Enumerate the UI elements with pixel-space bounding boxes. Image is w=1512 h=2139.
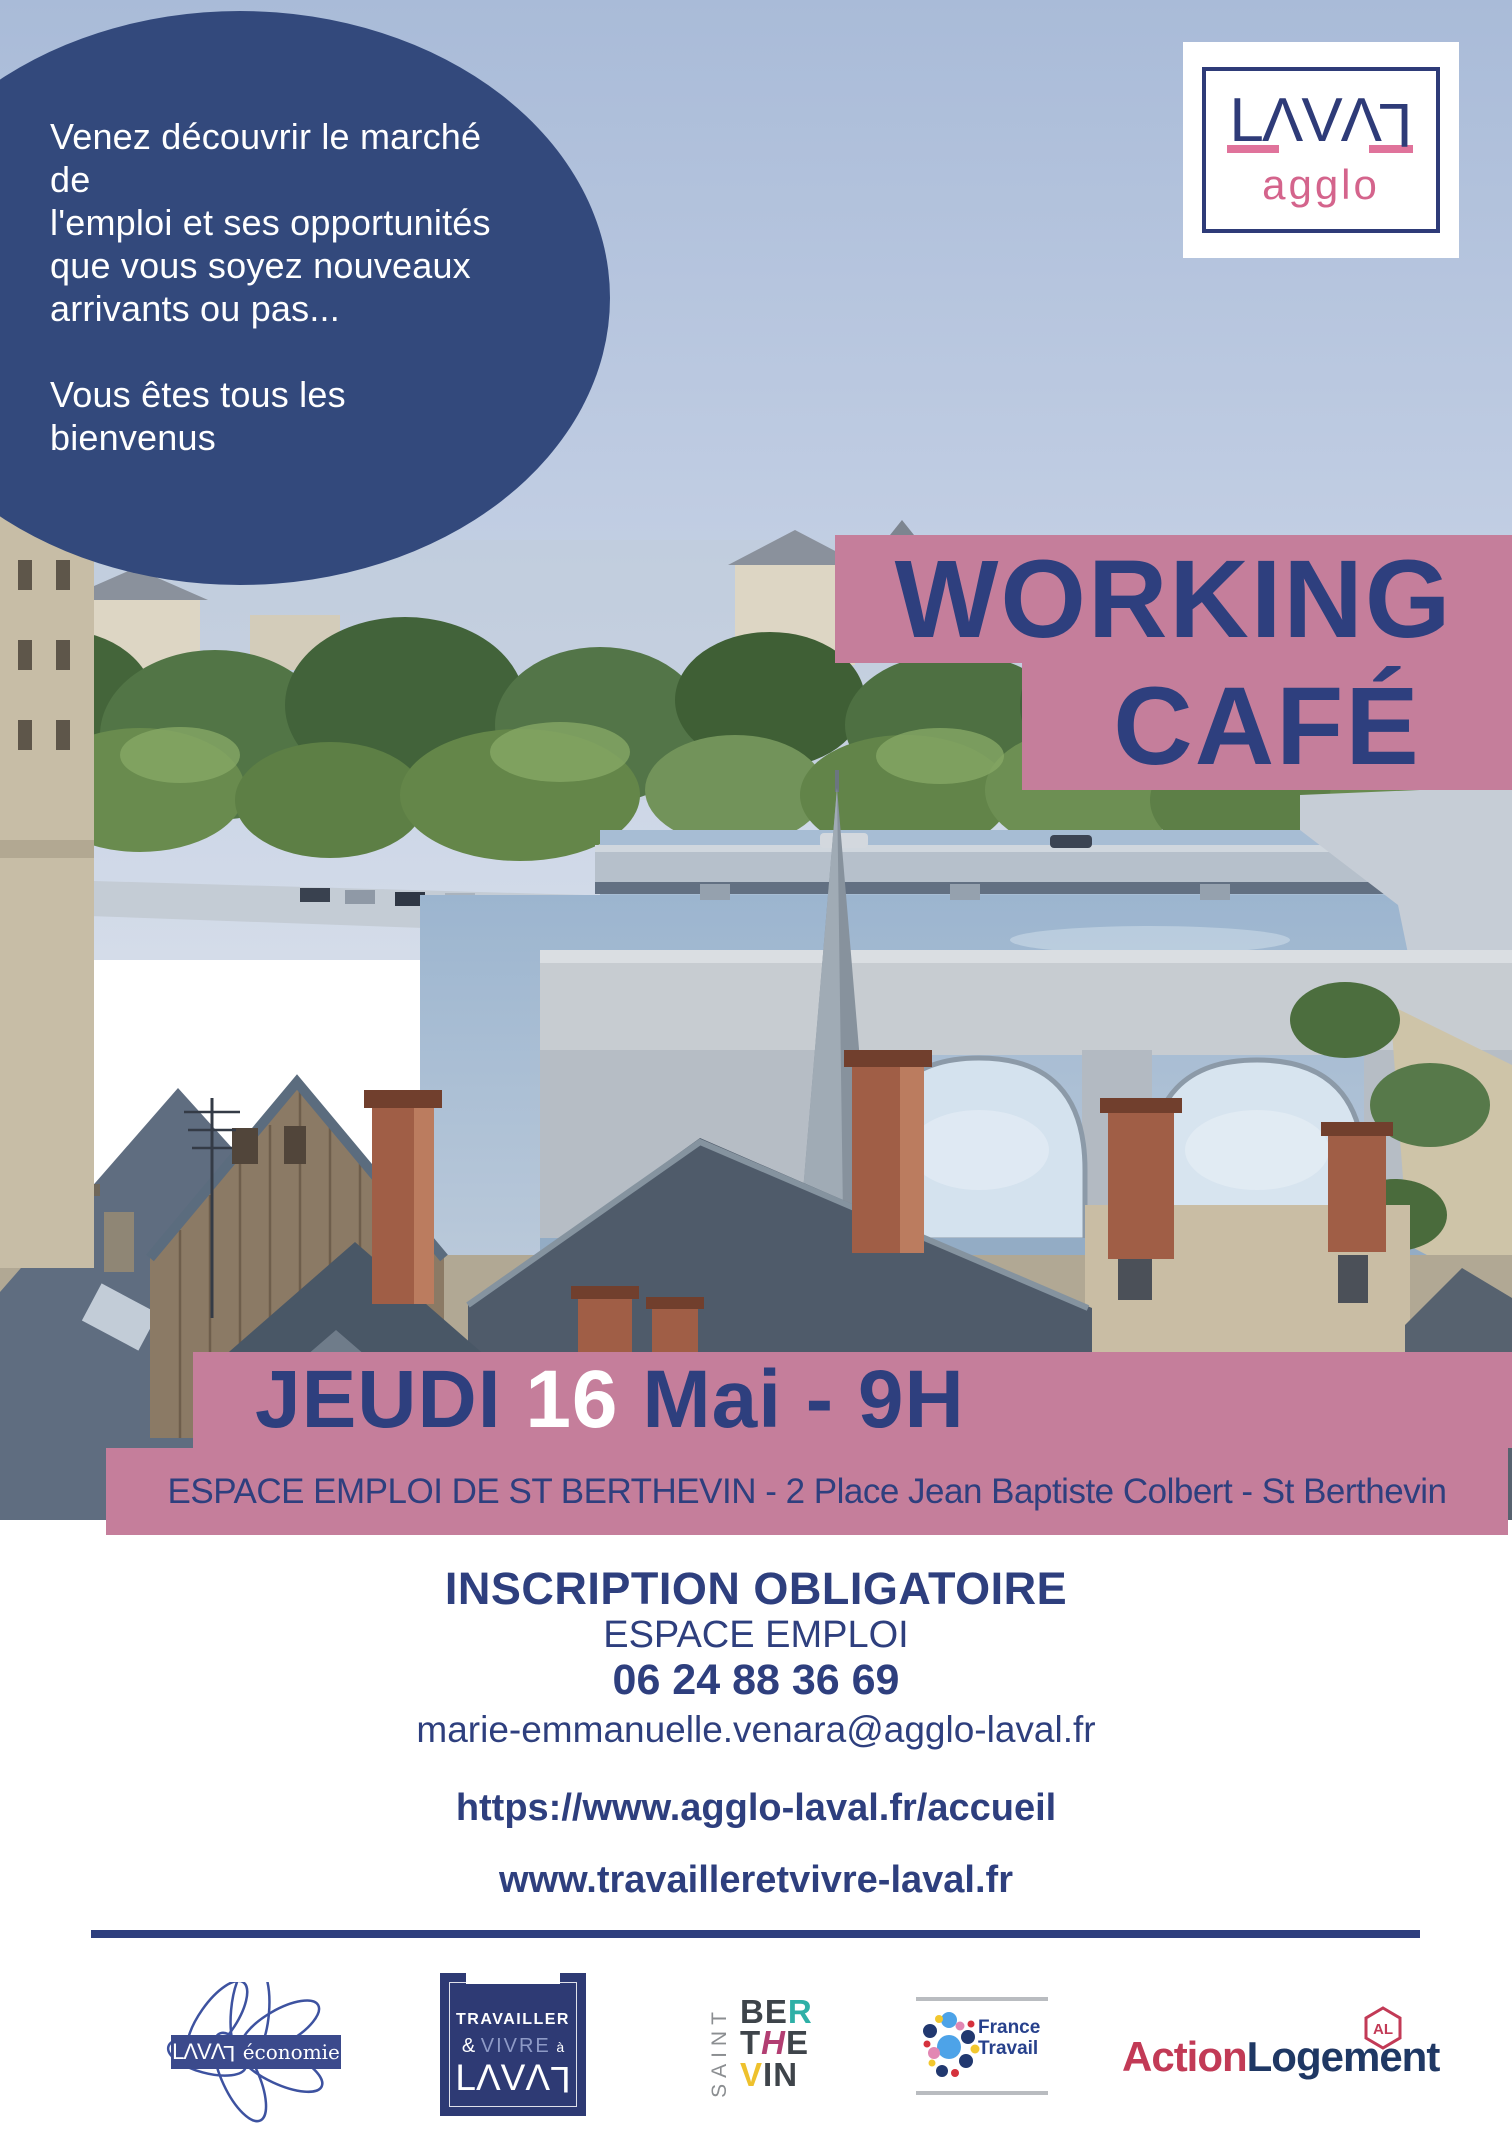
action-logement-logo [1122,2005,1440,2090]
action-logement-part1: Action [1122,2033,1247,2080]
france-travail-logo [916,1997,1048,2095]
intro-text [50,115,520,459]
france-travail-dots-icon [922,2007,980,2083]
saint-berthevin-vertical: SAINT [707,2006,731,2098]
saint-berthevin-row: VIN [740,2055,799,2093]
title-working [835,535,1512,663]
laval-wordmark: LΛVΛL [172,2039,236,2067]
date-bar [193,1352,1512,1448]
date-rest: Mai - 9H [618,1354,965,1445]
registration-org: ESPACE EMPLOI [603,1614,909,1656]
intro-line: l'emploi et ses opportunités [50,202,491,243]
travailler-amp: & [461,2035,476,2057]
travailler-vivre-laval-logo [440,1973,586,2116]
registration-email: marie-emmanuelle.venara@agglo-laval.fr [416,1709,1096,1750]
laval-agglo-sub: agglo [1262,161,1380,208]
title-cafe [1022,663,1512,790]
title-cafe-label: CAFÉ [1113,665,1421,788]
travailler-vivre: VIVRE [480,2035,551,2057]
laval-economie-logo [145,1982,345,2137]
laval-wordmark: LΛVΛL [1229,86,1413,160]
title-working-label: WORKING [894,537,1453,661]
intro-line: Venez découvrir le marché de [50,116,482,200]
date-number: 16 [525,1354,619,1445]
registration-url-primary: https://www.agglo-laval.fr/accueil [455,1787,1057,1829]
france-travail-line2: Travail [978,2037,1039,2059]
laval-economie-sub: économie [242,2040,340,2064]
laval-wordmark: LΛVΛL [455,2057,571,2100]
saint-berthevin-rows [740,1993,813,2093]
location-text: ESPACE EMPLOI DE ST BERTHEVIN - 2 Place Jean Baptiste Colbert - St Berthevin [167,1471,1447,1511]
date-day: JEUDI [255,1354,526,1445]
saint-berthevin-row: BER [740,1993,813,2030]
action-logement-part2: Logement [1246,2033,1440,2080]
travailler-a: à [556,2039,565,2055]
laval-economie-label [171,2035,341,2069]
france-travail-line1: France [978,2017,1041,2038]
travailler-line1: TRAVAILLER [456,2011,570,2028]
saint-berthevin-logo [700,1993,850,2106]
saint-berthevin-row: THE [740,2024,810,2062]
registration-title: INSCRIPTION OBLIGATOIRE [444,1563,1068,1614]
intro-line: que vous soyez nouveaux [50,245,471,286]
travailler-line2 [440,2035,586,2058]
registration-url-secondary: www.travailleretvivre-laval.fr [499,1859,1013,1901]
action-logement-badge-icon [1362,2005,1404,2051]
intro-welcome: Vous êtes tous les bienvenus [50,374,346,458]
intro-line: arrivants ou pas... [50,288,340,329]
svg-text:AL: AL [1373,2021,1393,2038]
france-travail-text [978,2018,1040,2060]
registration-phone: 06 24 88 36 69 [612,1656,900,1704]
footer-separator [91,1930,1420,1938]
location-bar [106,1448,1508,1535]
laval-agglo-logo [1183,42,1459,258]
